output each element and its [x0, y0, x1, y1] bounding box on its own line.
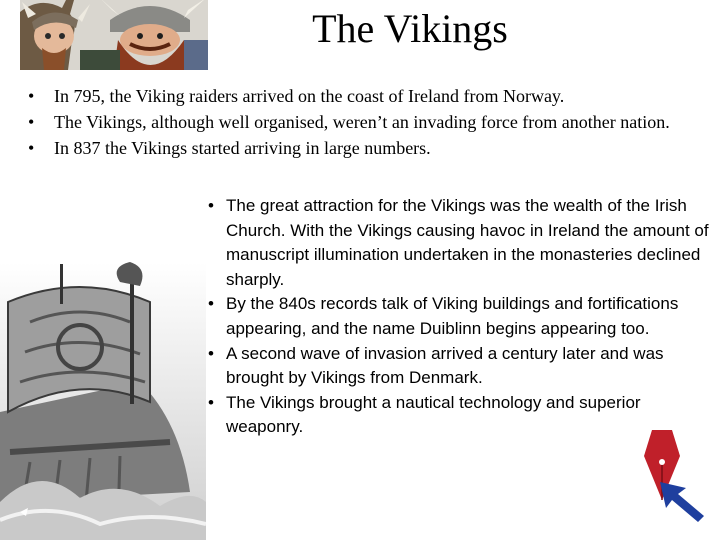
- list-item: [28, 136, 718, 160]
- bullet-icon: •: [28, 86, 35, 106]
- list-item-text: In 837 the Vikings started arriving in large numbers.: [54, 138, 431, 158]
- bullet-list-right: [208, 194, 718, 440]
- list-item: [208, 194, 718, 292]
- list-item-text: The great attraction for the Vikings was the wealth of the Irish Church. With the Vikings causing havoc in Ireland the amount of manuscript illumination undertaken in the monasteries declined sharply.: [226, 196, 709, 289]
- bullet-list-top: [28, 84, 718, 162]
- pointer-arrow-icon: [660, 482, 706, 522]
- list-item-text: In 795, the Viking raiders arrived on the coast of Ireland from Norway.: [54, 86, 565, 106]
- list-item-text: The Vikings brought a nautical technology and superior weaponry.: [226, 392, 641, 437]
- bullet-icon: •: [208, 196, 214, 215]
- bullet-icon: •: [208, 392, 214, 412]
- bullet-icon: •: [208, 343, 214, 363]
- viking-illustration: [20, 0, 208, 70]
- list-item-text: The Vikings, although well organised, weren’t an invading force from another nation.: [54, 112, 670, 132]
- bullet-icon: •: [208, 294, 214, 314]
- list-item-text: A second wave of invasion arrived a century later and was brought by Vikings from Denmark.: [226, 343, 664, 388]
- slide-title: The Vikings: [312, 6, 508, 51]
- bullet-icon: •: [28, 112, 35, 132]
- bullet-icon: •: [28, 138, 35, 158]
- list-item-text: By the 840s records talk of Viking buildings and fortifications appearing, and the name Duiblinn begins appearing too.: [226, 294, 679, 338]
- list-item: [28, 110, 718, 134]
- list-item: [208, 342, 718, 391]
- list-item: [208, 292, 718, 341]
- list-item: [28, 84, 718, 108]
- longship-painting: [0, 262, 206, 540]
